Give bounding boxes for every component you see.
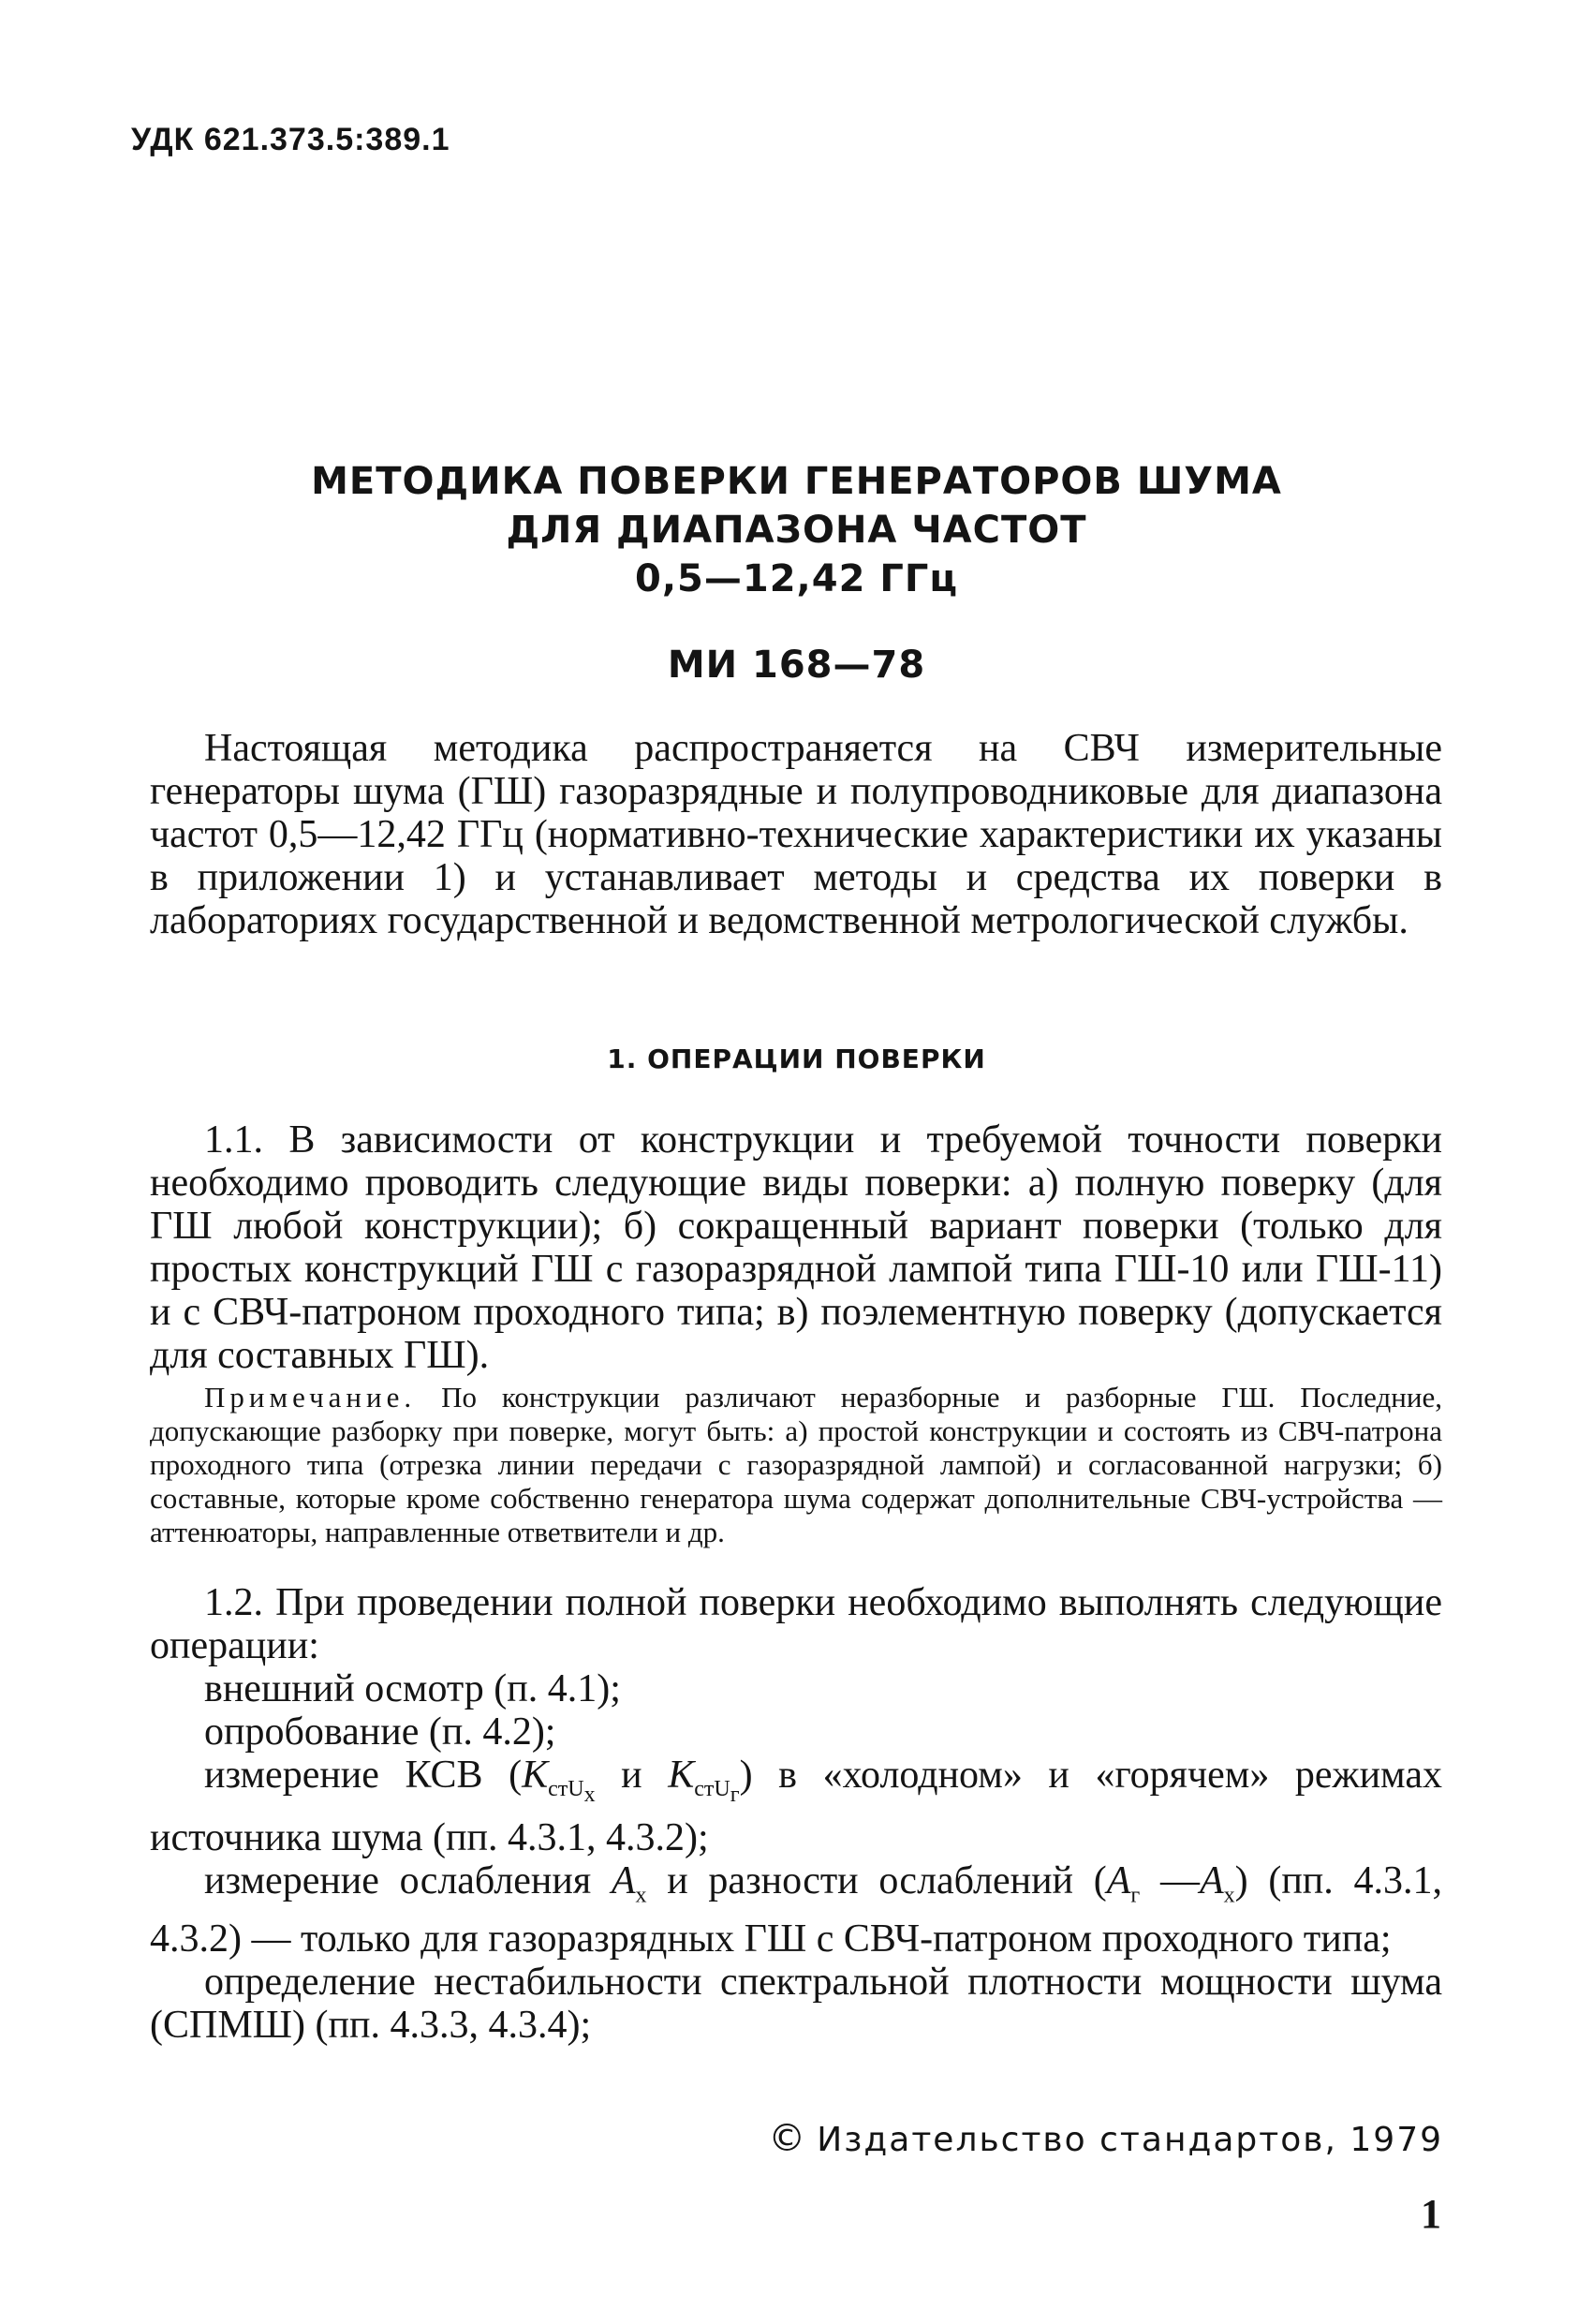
section-heading-operations: 1. ОПЕРАЦИИ ПОВЕРКИ (607, 1044, 986, 1074)
document-title-line-1: МЕТОДИКА ПОВЕРКИ ГЕНЕРАТОРОВ ШУМА (311, 460, 1282, 503)
list-item-inspection: внешний осмотр (п. 4.1); (204, 1667, 621, 1710)
list-item-testing: опробование (п. 4.2); (204, 1710, 556, 1754)
note-text: По конструкции различают неразборные и разборные ГШ. Последние, допускающие разборку при поверке, могут быть: а) простой конструкции и состоять из СВЧ-патрона проходного типа (отрезка линии передачи с газоразрядной лампой) и согласованной нагрузки; б) составные, которые кроме собственно генератора шума содержат дополнительные СВЧ-устройства — аттенюаторы, направленные ответвители и др. (150, 1381, 1442, 1548)
document-code: МИ 168—78 (667, 644, 926, 687)
document-title-frequency-range: 0,5—12,42 ГГц (635, 557, 958, 600)
copyright-text: Издательство стандартов, 1979 (817, 2121, 1443, 2159)
list-item-instability: определение нестабильности спектральной плотности мощности шума (СПМШ) (пп. 4.3.3, 4.3.4); (150, 1960, 1442, 2047)
paragraph-1-2-block (150, 1581, 1442, 2047)
udk-code: УДК 621.373.5:389.1 (131, 122, 450, 157)
paragraph-1-2: 1.2. При проведении полной поверки необходимо выполнять следующие операции: (150, 1581, 1442, 1667)
document-title-line-2: ДЛЯ ДИАПАЗОНА ЧАСТОТ (506, 509, 1087, 552)
copyright-line (768, 2117, 1443, 2160)
intro-paragraph: Настоящая методика распространяется на СВЧ измерительные генераторы шума (ГШ) газоразрядные и полупроводниковые для диапазона частот 0,5—12,42 ГГц (нормативно-технические характеристики их указаны в приложении 1) и устанавливает методы и средства их поверки в лабораториях государственной и ведомственной метрологической службы. (150, 727, 1442, 942)
note-label: Примечание. (204, 1381, 417, 1414)
list-item-attenuation: измерение ослабления $A_х$ и разности ослаблений ($A_г$ $—A_х$) (пп. 4.3.1, 4.3.2) — только для газоразрядных ГШ с СВЧ-патроном проходного типа; (150, 1859, 1442, 1961)
copyright-icon: © (768, 2117, 808, 2160)
note-paragraph (150, 1381, 1442, 1549)
list-item-vswr: измерение КСВ ($K_{стU_х}$ и $K_{стU_г}$) в «холодном» и «горячем» режимах источника шума (пп. 4.3.1, 4.3.2); (150, 1754, 1442, 1860)
paragraph-1-1: 1.1. В зависимости от конструкции и требуемой точности поверки необходимо проводить следующие виды поверки: а) полную поверку (для ГШ любой конструкции); б) сокращенный вариант поверки (только для простых конструкций ГШ с газоразрядной лампой типа ГШ-10 или ГШ-11) и с СВЧ-патроном проходного типа; в) поэлементную поверку (допускается для составных ГШ). (150, 1118, 1442, 1377)
page-number: 1 (1421, 2191, 1441, 2237)
